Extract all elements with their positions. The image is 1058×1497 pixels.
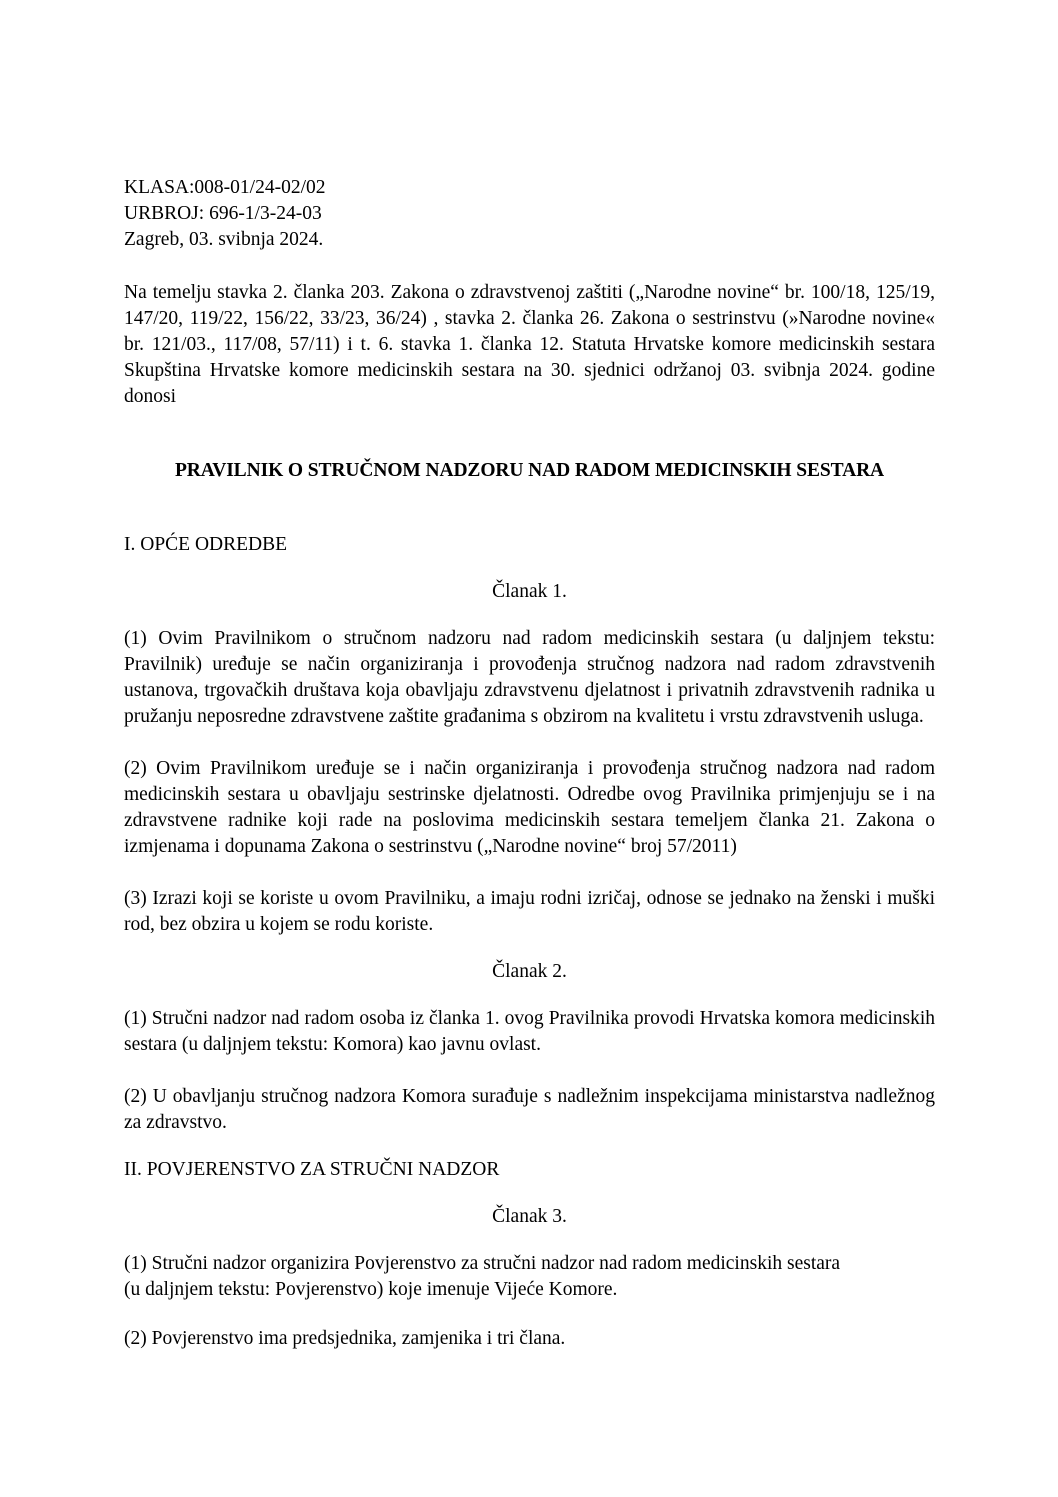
- section-heading-1: I. OPĆE ODREDBE: [124, 534, 288, 555]
- article-2-heading: Članak 2.: [492, 961, 567, 982]
- article-1-paragraph-2: (2) Ovim Pravilnikom uređuje se i način organiziranja i provođenja stručnog nadzora nad radom medicinskih sestara u obavljaju sestrinske djelatnosti. Odredbe ovog Pravilnika primjenjuju se i na zdravstvene radnike koji rade na poslovima medicinskih sestara temeljem članka 21. Zakona o izmjenama i dopunama Zakona o sestrinstvu („Narodne novine“ broj 57/2011): [124, 758, 935, 857]
- article-1-paragraph-1: (1) Ovim Pravilnikom o stručnom nadzoru nad radom medicinskih sestara (u daljnjem tekstu: Pravilnik) uređuje se način organiziranja i provođenja stručnog nadzora nad radom zdravstvenih ustanova, trgovačkih društava koja obavljaju zdravstvenu djelatnost i privatnih zdravstvenih radnika u pružanju neposredne zdravstvene zaštite građanima s obzirom na kvalitetu i vrstu zdravstvenih usluga.: [124, 628, 935, 727]
- article-3-heading: Članak 3.: [492, 1206, 567, 1227]
- article-3-paragraph-2: (2) Povjerenstvo ima predsjednika, zamjenika i tri člana.: [124, 1328, 566, 1349]
- article-2-paragraph-2: (2) U obavljanju stručnog nadzora Komora surađuje s nadležnim inspekcijama ministarstva nadležnog za zdravstvo.: [124, 1086, 935, 1133]
- preamble-paragraph: Na temelju stavka 2. članka 203. Zakona o zdravstvenoj zaštiti („Narodne novine“ br. 100/18, 125/19, 147/20, 119/22, 156/22, 33/23, 36/24) , stavka 2. članka 26. Zakona o sestrinstvu (»Narodne novine« br. 121/03., 117/08, 57/11) i t. 6. stavka 1. članka 12. Statuta Hrvatske komore medicinskih sestara Skupština Hrvatske komore medicinskih sestara na 30. sjednici održanoj 03. svibnja 2024. godine donosi: [124, 282, 935, 407]
- article-1-paragraph-3: (3) Izrazi koji se koriste u ovom Pravilniku, a imaju rodni izričaj, odnose se jednako na ženski i muški rod, bez obzira u kojem se rodu koriste.: [124, 888, 935, 935]
- document-title: PRAVILNIK O STRUČNOM NADZORU NAD RADOM MEDICINSKIH SESTARA: [174, 460, 885, 481]
- article-3-paragraph-1-line-1: (1) Stručni nadzor organizira Povjerenstvo za stručni nadzor nad radom medicinskih sestara: [124, 1253, 841, 1274]
- document-page: [124, 175, 935, 1352]
- article-1-heading: Članak 1.: [492, 581, 567, 602]
- article-3-paragraph-1-line-2: (u daljnjem tekstu: Povjerenstvo) koje imenuje Vijeće Komore.: [124, 1279, 618, 1300]
- klasa-line: KLASA:008-01/24-02/02: [124, 177, 326, 198]
- article-2-paragraph-1: (1) Stručni nadzor nad radom osoba iz članka 1. ovog Pravilnika provodi Hrvatska komora medicinskih sestara (u daljnjem tekstu: Komora) kao javnu ovlast.: [124, 1008, 935, 1055]
- date-line: Zagreb, 03. svibnja 2024.: [124, 229, 324, 250]
- document-header: [124, 175, 935, 253]
- article-3-paragraph-1: [124, 1251, 935, 1303]
- urbroj-line: URBROJ: 696-1/3-24-03: [124, 203, 322, 224]
- section-heading-2: II. POVJERENSTVO ZA STRUČNI NADZOR: [124, 1159, 500, 1180]
